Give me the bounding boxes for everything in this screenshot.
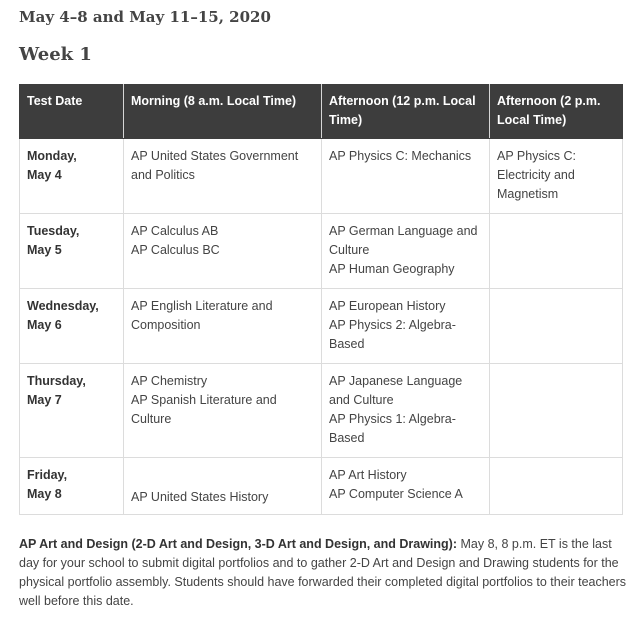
exam-name: AP Japanese Language and Culture: [329, 374, 463, 407]
exam-name: AP United States History: [131, 490, 269, 504]
date-range-heading: May 4–8 and May 11–15, 2020: [19, 8, 271, 26]
note-label: AP Art and Design (2-D Art and Design, 3-D Art and Design, and Drawing):: [19, 537, 458, 551]
exam-name: AP Calculus BC: [131, 243, 220, 257]
day-label: Tuesday,: [27, 224, 80, 238]
test-date-cell: [20, 458, 124, 515]
table-row: [20, 458, 623, 515]
exam-name: AP Human Geography: [329, 262, 455, 276]
column-header-afternoon-12pm: Afternoon (12 p.m. Local Time): [322, 85, 490, 139]
table-header-row: [20, 85, 623, 139]
column-header-morning: Morning (8 a.m. Local Time): [124, 85, 322, 139]
column-header-test-date: Test Date: [20, 85, 124, 139]
afternoon-12pm-cell: [322, 458, 490, 515]
afternoon-2pm-cell: [490, 364, 623, 458]
afternoon-2pm-cell: [490, 139, 623, 214]
exam-name: AP German Language and Culture: [329, 224, 478, 257]
table-row: [20, 364, 623, 458]
day-label: Friday,: [27, 468, 68, 482]
table-row: [20, 139, 623, 214]
afternoon-2pm-cell: [490, 214, 623, 289]
morning-cell: [124, 364, 322, 458]
exam-name: AP Computer Science A: [329, 487, 463, 501]
exam-name: AP Physics C: Mechanics: [329, 149, 472, 163]
date-label: May 7: [27, 393, 62, 407]
date-label: May 8: [27, 487, 62, 501]
note-text: May 8, 8 p.m. ET is the last day for your school to submit digital portfolios and to gather 2-D Art and Design and Drawing students for the physical portfolio assembly. Students should have forwarded their completed digital portfolios to their teachers well before this date.: [19, 537, 627, 608]
test-date-cell: [20, 364, 124, 458]
day-label: Thursday,: [27, 374, 86, 388]
afternoon-12pm-cell: [322, 214, 490, 289]
week-title: Week 1: [19, 44, 92, 65]
exam-name: AP Calculus AB: [131, 224, 219, 238]
exam-name: AP Chemistry: [131, 374, 208, 388]
exam-schedule-table: [19, 84, 623, 515]
day-label: Monday,: [27, 149, 77, 163]
morning-cell: [124, 289, 322, 364]
test-date-cell: [20, 289, 124, 364]
table-row: [20, 214, 623, 289]
exam-name: AP United States Government and Politics: [131, 149, 299, 182]
exam-name: AP Art History: [329, 468, 407, 482]
exam-name: AP Physics 1: Algebra-Based: [329, 412, 456, 445]
date-label: May 4: [27, 168, 62, 182]
exam-name: AP Physics C: Electricity and Magnetism: [497, 149, 576, 201]
column-header-afternoon-2pm: Afternoon (2 p.m. Local Time): [490, 85, 623, 139]
date-label: May 5: [27, 243, 62, 257]
test-date-cell: [20, 139, 124, 214]
morning-cell: [124, 139, 322, 214]
test-date-cell: [20, 214, 124, 289]
art-and-design-note: [19, 535, 629, 611]
exam-name: AP Physics 2: Algebra-Based: [329, 318, 456, 351]
afternoon-12pm-cell: [322, 139, 490, 214]
table-row: [20, 289, 623, 364]
morning-cell: [124, 458, 322, 515]
exam-name: AP Spanish Literature and Culture: [131, 393, 277, 426]
day-label: Wednesday,: [27, 299, 99, 313]
afternoon-2pm-cell: [490, 289, 623, 364]
exam-name: AP English Literature and Composition: [131, 299, 273, 332]
afternoon-2pm-cell: [490, 458, 623, 515]
afternoon-12pm-cell: [322, 289, 490, 364]
morning-cell: [124, 214, 322, 289]
afternoon-12pm-cell: [322, 364, 490, 458]
date-label: May 6: [27, 318, 62, 332]
exam-name: AP European History: [329, 299, 446, 313]
